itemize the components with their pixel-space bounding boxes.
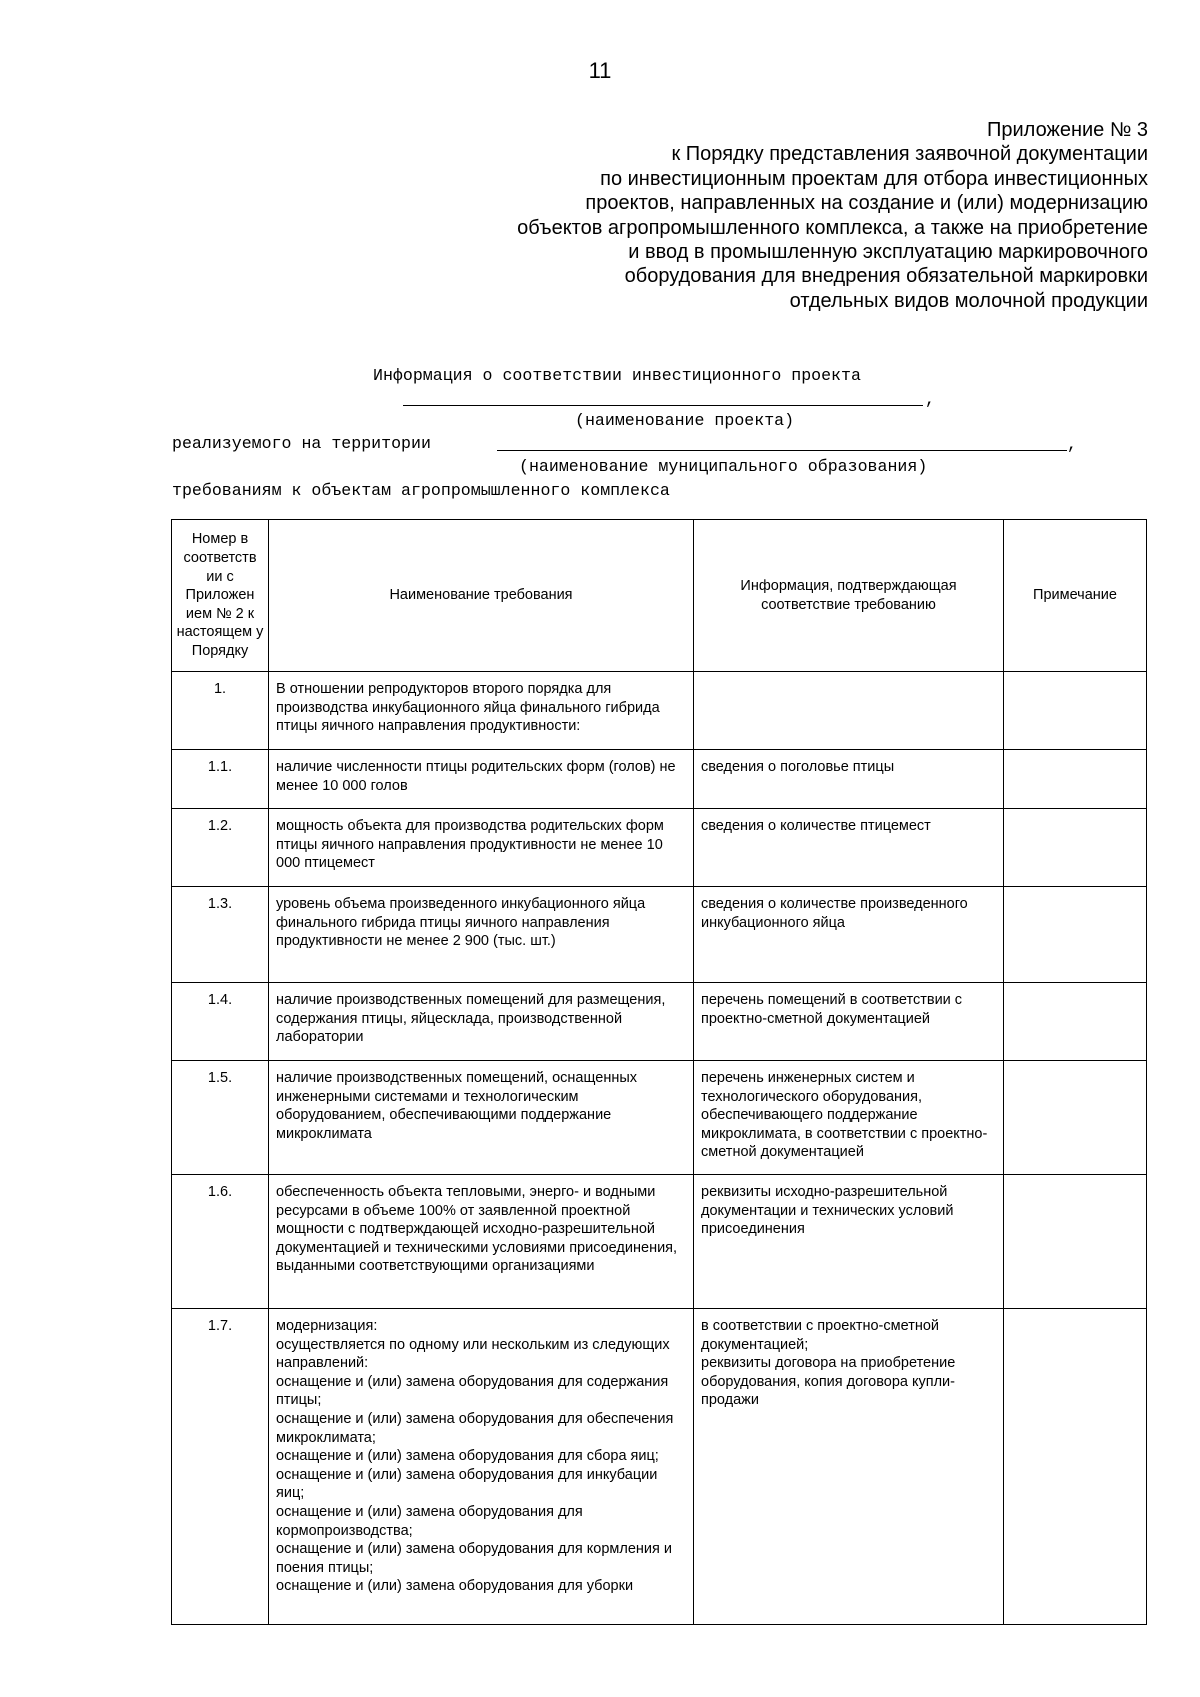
- header-number: Номер в соответств ии с Приложен ием № 2 к настоящем у Порядку: [172, 520, 269, 672]
- row-requirement: обеспеченность объекта тепловыми, энерго- и водными ресурсами в объеме 100% от заявленной проектной мощности с подтверждающей исходно-разрешительной документацией и техническими условиями присоединения, выданными соответствующими организациями: [269, 1175, 694, 1309]
- row-info: сведения о количестве птицемест: [694, 809, 1004, 887]
- table-row: [172, 1309, 1147, 1625]
- table-row: [172, 1175, 1147, 1309]
- row-requirement: модернизация: осуществляется по одному или нескольким из следующих направлений: оснащение и (или) замена оборудования для содержания птицы; оснащение и (или) замена оборудования для обеспечения микроклимата; оснащение и (или) замена оборудования для сбора яиц; оснащение и (или) замена оборудования для инкубации яиц; оснащение и (или) замена оборудования для кормопроизводства; оснащение и (или) замена оборудования для кормления и поения птицы; оснащение и (или) замена оборудования для уборки: [269, 1309, 694, 1625]
- row-note: [1004, 1175, 1147, 1309]
- comma: ,: [1067, 435, 1077, 454]
- region-label: реализуемого на территории: [172, 434, 431, 453]
- row-note: [1004, 983, 1147, 1061]
- project-name-line[interactable]: [403, 405, 923, 406]
- appendix-line: по инвестиционным проектам для отбора инвестиционных: [600, 167, 1148, 190]
- row-requirement: мощность объекта для производства родительских форм птицы яичного направления продуктивности не менее 10 000 птицемест: [269, 809, 694, 887]
- row-info: перечень инженерных систем и технологического оборудования, обеспечивающего поддержание микроклимата, в соответствии с проектно-сметной документацией: [694, 1061, 1004, 1175]
- appendix-line: Приложение № 3: [987, 119, 1148, 141]
- row-requirement: наличие производственных помещений, оснащенных инженерными системами и технологическим оборудованием, обеспечивающими поддержание микроклимата: [269, 1061, 694, 1175]
- requirements-label: требованиям к объектам агропромышленного комплекса: [172, 481, 670, 500]
- row-number: 1.3.: [172, 887, 269, 983]
- row-number: 1.2.: [172, 809, 269, 887]
- row-note: [1004, 1061, 1147, 1175]
- row-number: 1.: [172, 672, 269, 750]
- table-header-row: [172, 520, 1147, 672]
- row-requirement: уровень объема произведенного инкубационного яйца финального гибрида птицы яичного направления продуктивности не менее 2 900 (тыс. шт.): [269, 887, 694, 983]
- requirements-table: [171, 519, 1147, 1625]
- header-note: Примечание: [1004, 520, 1147, 672]
- form-title: Информация о соответствии инвестиционного проекта: [373, 366, 861, 385]
- appendix-line: оборудования для внедрения обязательной маркировки: [624, 265, 1148, 288]
- row-number: 1.1.: [172, 750, 269, 809]
- table-row: [172, 887, 1147, 983]
- appendix-line: объектов агропромышленного комплекса, а также на приобретение: [517, 216, 1148, 239]
- table-row: [172, 809, 1147, 887]
- appendix-line: и ввод в промышленную эксплуатацию маркировочного: [628, 241, 1148, 264]
- project-name-caption: (наименование проекта): [575, 411, 795, 430]
- page-number: 11: [588, 58, 612, 83]
- row-note: [1004, 1309, 1147, 1625]
- header-info: Информация, подтверждающая соответствие требованию: [694, 520, 1004, 672]
- header-requirement: Наименование требования: [269, 520, 694, 672]
- row-note: [1004, 809, 1147, 887]
- municipality-line[interactable]: [497, 450, 1067, 451]
- row-info: перечень помещений в соответствии с проектно-сметной документацией: [694, 983, 1004, 1061]
- row-number: 1.7.: [172, 1309, 269, 1625]
- table-row: [172, 1061, 1147, 1175]
- row-number: 1.6.: [172, 1175, 269, 1309]
- row-info: [694, 672, 1004, 750]
- table-row: [172, 983, 1147, 1061]
- row-info: сведения о поголовье птицы: [694, 750, 1004, 809]
- comma: ,: [925, 390, 935, 409]
- row-number: 1.5.: [172, 1061, 269, 1175]
- appendix-line: к Порядку представления заявочной документации: [671, 143, 1148, 166]
- row-note: [1004, 750, 1147, 809]
- row-requirement: наличие производственных помещений для размещения, содержания птицы, яйцесклада, производственной лаборатории: [269, 983, 694, 1061]
- table-row: [172, 672, 1147, 750]
- table-row: [172, 750, 1147, 809]
- row-info: в соответствии с проектно-сметной документацией; реквизиты договора на приобретение оборудования, копия договора купли-продажи: [694, 1309, 1004, 1625]
- row-info: сведения о количестве произведенного инкубационного яйца: [694, 887, 1004, 983]
- row-note: [1004, 887, 1147, 983]
- appendix-header: [388, 118, 1148, 313]
- row-info: реквизиты исходно-разрешительной документации и технических условий присоединения: [694, 1175, 1004, 1309]
- row-requirement: В отношении репродукторов второго порядка для производства инкубационного яйца финального гибрида птицы яичного направления продуктивности:: [269, 672, 694, 750]
- row-note: [1004, 672, 1147, 750]
- row-number: 1.4.: [172, 983, 269, 1061]
- appendix-line: проектов, направленных на создание и (или) модернизацию: [585, 192, 1148, 215]
- row-requirement: наличие численности птицы родительских форм (голов) не менее 10 000 голов: [269, 750, 694, 809]
- municipality-caption: (наименование муниципального образования): [519, 457, 928, 476]
- appendix-line: отдельных видов молочной продукции: [789, 289, 1148, 312]
